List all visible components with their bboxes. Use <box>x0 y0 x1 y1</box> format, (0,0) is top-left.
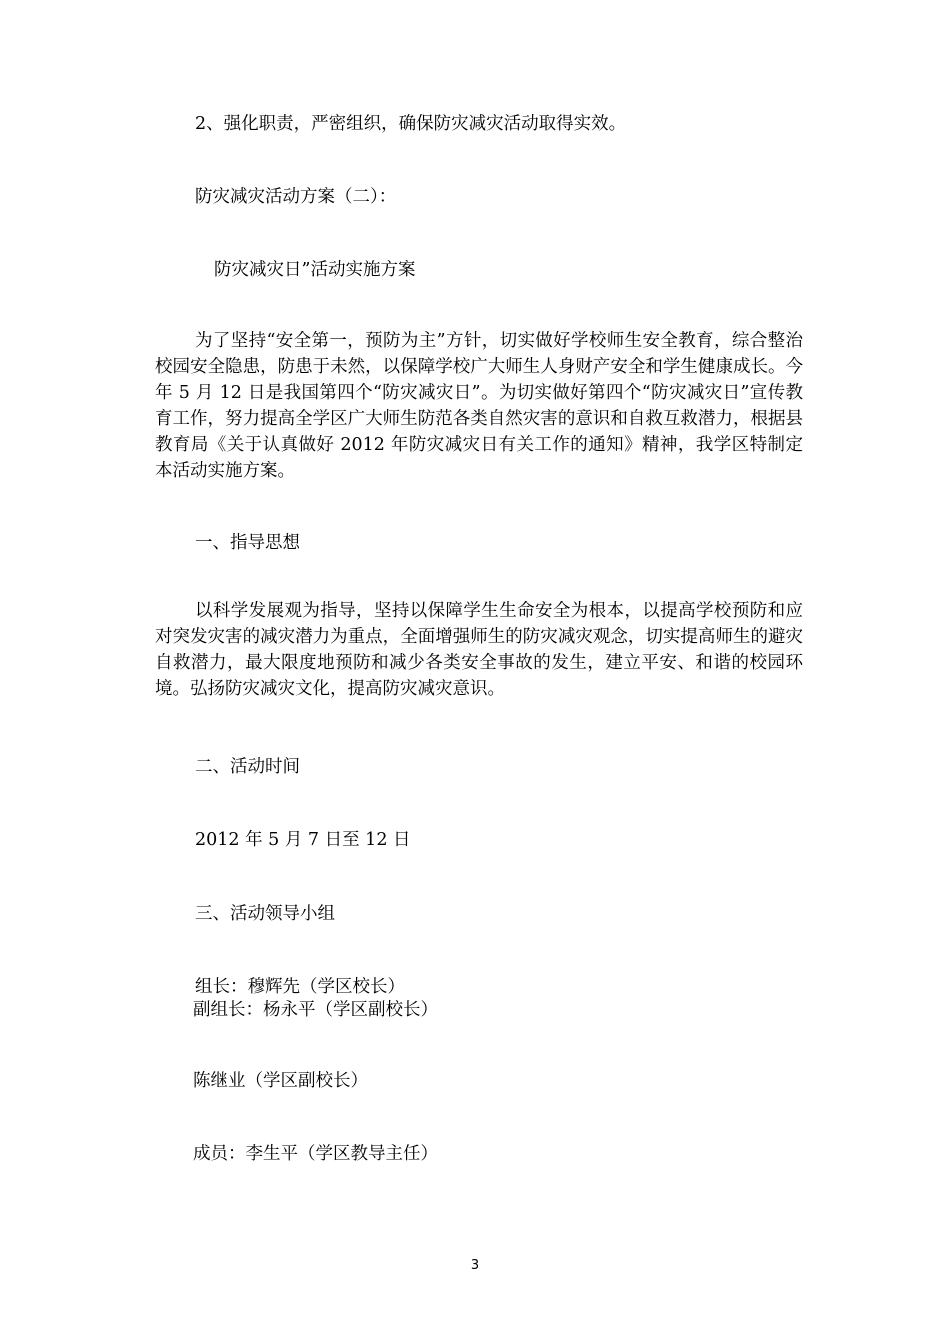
guiding-thought-paragraph: 以科学发展观为指导，坚持以保障学生生命安全为根本，以提高学校预防和应对突发灾害的减灾潜力为重点，全面增强师生的防灾减灾观念，切实提高师生的避灾自救潜力，最大限度地预防和减少各类安全事故的发生，建立平安、和谐的校园环境。弘扬防灾减灾文化，提高防灾减灾意识。 <box>155 601 803 699</box>
group-member: 成员：李生平（学区教导主任） <box>193 1144 438 1164</box>
document-title: 防灾减灾日”活动实施方案 <box>214 260 416 280</box>
section-heading-plan-2: 防灾减灾活动方案（二）： <box>195 187 397 207</box>
heading-guiding-thought: 一、指导思想 <box>195 533 300 553</box>
deputy-leader-1: 副组长：杨永平（学区副校长） <box>193 1000 438 1020</box>
heading-leadership-group: 三、活动领导小组 <box>195 904 335 924</box>
item-2-text: 2、强化职责，严密组织，确保防灾减灾活动取得实效。 <box>195 114 627 134</box>
heading-activity-time: 二、活动时间 <box>195 757 300 777</box>
page-number: 3 <box>470 1258 480 1273</box>
intro-paragraph: 为了坚持“安全第一，预防为主”方针，切实做好学校师生安全教育，综合整治校园安全隐患，防患于未然，以保障学校广大师生人身财产安全和学生健康成长。今年 5 月 12 日是我国第四个“防灾减灾日”。为切实做好第四个“防灾减灾日”宣传教育工作，努力提高全学区广大师生防范各类自然灾害的意识和自救互救潜力，根据县教育局《关于认真做好 2012 年防灾减灾日有关工作的通知》精神，我学区特制定本活动实施方案。 <box>155 331 803 481</box>
activity-date: 2012 年 5 月 7 日至 12 日 <box>195 830 411 850</box>
deputy-leader-2: 陈继业（学区副校长） <box>193 1071 368 1091</box>
group-leader: 组长：穆辉先（学区校长） <box>195 977 405 997</box>
